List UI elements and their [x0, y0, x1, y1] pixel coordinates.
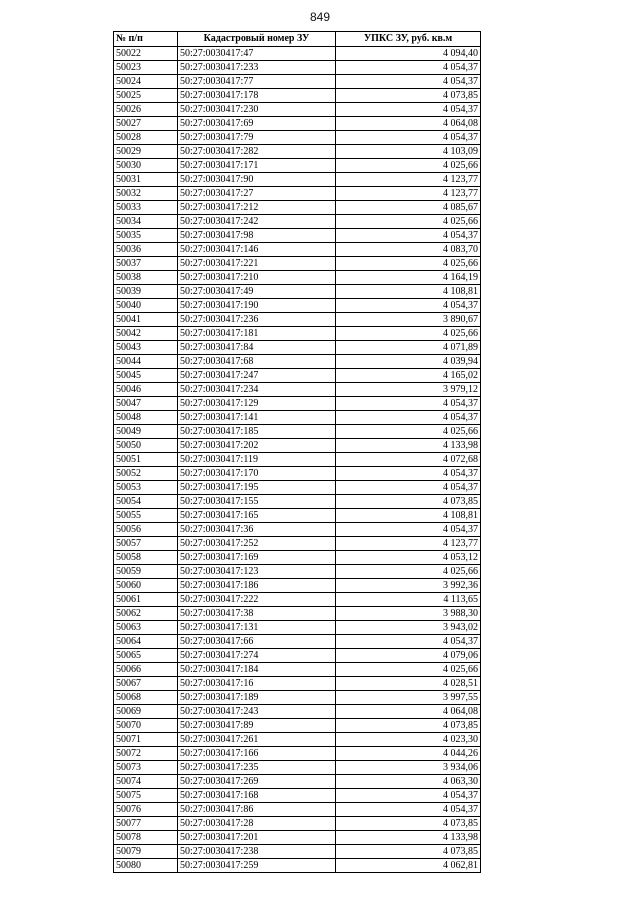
row-index: 50069 [114, 705, 178, 719]
row-price: 4 123,77 [336, 537, 481, 551]
table-row [114, 523, 481, 537]
row-index: 50072 [114, 747, 178, 761]
table-row [114, 831, 481, 845]
row-index: 50045 [114, 369, 178, 383]
row-cadastral-number: 50:27:0030417:68 [178, 355, 336, 369]
table-row [114, 467, 481, 481]
table-row [114, 579, 481, 593]
row-cadastral-number: 50:27:0030417:86 [178, 803, 336, 817]
table-row [114, 187, 481, 201]
header-index: № п/п [114, 32, 178, 47]
row-price: 4 064,08 [336, 117, 481, 131]
table-row [114, 607, 481, 621]
table-row [114, 509, 481, 523]
row-price: 3 934,06 [336, 761, 481, 775]
row-price: 4 123,77 [336, 187, 481, 201]
table-row [114, 537, 481, 551]
row-cadastral-number: 50:27:0030417:141 [178, 411, 336, 425]
row-index: 50071 [114, 733, 178, 747]
row-cadastral-number: 50:27:0030417:98 [178, 229, 336, 243]
table-row [114, 565, 481, 579]
row-cadastral-number: 50:27:0030417:185 [178, 425, 336, 439]
row-index: 50077 [114, 817, 178, 831]
table-row [114, 859, 481, 873]
table-row [114, 663, 481, 677]
row-price: 3 943,02 [336, 621, 481, 635]
row-cadastral-number: 50:27:0030417:259 [178, 859, 336, 873]
row-cadastral-number: 50:27:0030417:129 [178, 397, 336, 411]
table-row [114, 817, 481, 831]
row-cadastral-number: 50:27:0030417:181 [178, 327, 336, 341]
row-price: 4 062,81 [336, 859, 481, 873]
row-cadastral-number: 50:27:0030417:212 [178, 201, 336, 215]
table-row [114, 593, 481, 607]
table-row [114, 551, 481, 565]
row-cadastral-number: 50:27:0030417:131 [178, 621, 336, 635]
row-index: 50058 [114, 551, 178, 565]
table-row [114, 341, 481, 355]
table-row [114, 75, 481, 89]
table-row [114, 411, 481, 425]
row-index: 50031 [114, 173, 178, 187]
table-row [114, 229, 481, 243]
row-cadastral-number: 50:27:0030417:269 [178, 775, 336, 789]
row-index: 50046 [114, 383, 178, 397]
table-row [114, 117, 481, 131]
row-cadastral-number: 50:27:0030417:77 [178, 75, 336, 89]
row-cadastral-number: 50:27:0030417:195 [178, 481, 336, 495]
row-price: 4 079,06 [336, 649, 481, 663]
row-cadastral-number: 50:27:0030417:47 [178, 47, 336, 61]
table-row [114, 103, 481, 117]
header-row [114, 32, 481, 47]
row-index: 50066 [114, 663, 178, 677]
row-price: 4 054,37 [336, 467, 481, 481]
row-index: 50032 [114, 187, 178, 201]
row-index: 50067 [114, 677, 178, 691]
page-number: 849 [309, 10, 331, 24]
row-cadastral-number: 50:27:0030417:168 [178, 789, 336, 803]
row-index: 50073 [114, 761, 178, 775]
row-price: 4 063,30 [336, 775, 481, 789]
row-cadastral-number: 50:27:0030417:89 [178, 719, 336, 733]
row-price: 4 073,85 [336, 845, 481, 859]
row-cadastral-number: 50:27:0030417:79 [178, 131, 336, 145]
header-cadastral-number: Кадастровый номер ЗУ [178, 32, 336, 47]
row-index: 50063 [114, 621, 178, 635]
row-index: 50070 [114, 719, 178, 733]
row-index: 50056 [114, 523, 178, 537]
row-index: 50053 [114, 481, 178, 495]
row-price: 4 054,37 [336, 803, 481, 817]
row-index: 50042 [114, 327, 178, 341]
row-cadastral-number: 50:27:0030417:169 [178, 551, 336, 565]
table-row [114, 145, 481, 159]
header-price: УПКС ЗУ, руб. кв.м [336, 32, 481, 47]
row-cadastral-number: 50:27:0030417:155 [178, 495, 336, 509]
table-row [114, 425, 481, 439]
row-cadastral-number: 50:27:0030417:84 [178, 341, 336, 355]
table-row [114, 173, 481, 187]
row-price: 4 054,37 [336, 411, 481, 425]
row-cadastral-number: 50:27:0030417:230 [178, 103, 336, 117]
row-cadastral-number: 50:27:0030417:247 [178, 369, 336, 383]
row-index: 50025 [114, 89, 178, 103]
row-price: 3 992,36 [336, 579, 481, 593]
table-row [114, 215, 481, 229]
row-index: 50062 [114, 607, 178, 621]
row-price: 4 044,26 [336, 747, 481, 761]
table-row [114, 719, 481, 733]
row-index: 50023 [114, 61, 178, 75]
row-cadastral-number: 50:27:0030417:238 [178, 845, 336, 859]
row-price: 4 113,65 [336, 593, 481, 607]
table-row [114, 159, 481, 173]
table-row [114, 789, 481, 803]
row-price: 4 054,37 [336, 397, 481, 411]
row-price: 4 025,66 [336, 257, 481, 271]
row-index: 50022 [114, 47, 178, 61]
row-price: 4 073,85 [336, 719, 481, 733]
row-price: 4 039,94 [336, 355, 481, 369]
row-cadastral-number: 50:27:0030417:170 [178, 467, 336, 481]
row-price: 4 054,37 [336, 789, 481, 803]
row-price: 4 054,37 [336, 131, 481, 145]
row-price: 4 054,37 [336, 75, 481, 89]
row-cadastral-number: 50:27:0030417:90 [178, 173, 336, 187]
row-cadastral-number: 50:27:0030417:252 [178, 537, 336, 551]
row-index: 50064 [114, 635, 178, 649]
row-index: 50048 [114, 411, 178, 425]
row-cadastral-number: 50:27:0030417:119 [178, 453, 336, 467]
row-index: 50061 [114, 593, 178, 607]
table-row [114, 635, 481, 649]
row-price: 4 054,37 [336, 61, 481, 75]
table-header [114, 32, 481, 47]
row-index: 50052 [114, 467, 178, 481]
table-row [114, 201, 481, 215]
row-price: 4 072,68 [336, 453, 481, 467]
table-row [114, 481, 481, 495]
row-price: 4 164,19 [336, 271, 481, 285]
table-row [114, 691, 481, 705]
row-cadastral-number: 50:27:0030417:201 [178, 831, 336, 845]
row-index: 50047 [114, 397, 178, 411]
row-price: 4 073,85 [336, 495, 481, 509]
row-price: 4 054,37 [336, 299, 481, 313]
row-cadastral-number: 50:27:0030417:27 [178, 187, 336, 201]
row-price: 4 053,12 [336, 551, 481, 565]
table-row [114, 775, 481, 789]
row-cadastral-number: 50:27:0030417:49 [178, 285, 336, 299]
row-cadastral-number: 50:27:0030417:69 [178, 117, 336, 131]
row-index: 50037 [114, 257, 178, 271]
table-row [114, 495, 481, 509]
row-price: 4 025,66 [336, 425, 481, 439]
row-price: 4 133,98 [336, 831, 481, 845]
row-price: 4 133,98 [336, 439, 481, 453]
row-index: 50075 [114, 789, 178, 803]
table-row [114, 299, 481, 313]
row-index: 50024 [114, 75, 178, 89]
row-cadastral-number: 50:27:0030417:222 [178, 593, 336, 607]
row-index: 50060 [114, 579, 178, 593]
row-price: 4 054,37 [336, 229, 481, 243]
row-cadastral-number: 50:27:0030417:38 [178, 607, 336, 621]
table-row [114, 705, 481, 719]
cadastral-table [113, 31, 481, 873]
row-cadastral-number: 50:27:0030417:190 [178, 299, 336, 313]
row-price: 4 085,67 [336, 201, 481, 215]
row-cadastral-number: 50:27:0030417:243 [178, 705, 336, 719]
row-price: 4 165,02 [336, 369, 481, 383]
row-cadastral-number: 50:27:0030417:202 [178, 439, 336, 453]
row-index: 50068 [114, 691, 178, 705]
row-price: 4 028,51 [336, 677, 481, 691]
row-price: 4 054,37 [336, 103, 481, 117]
row-price: 3 890,67 [336, 313, 481, 327]
row-index: 50034 [114, 215, 178, 229]
row-price: 3 979,12 [336, 383, 481, 397]
row-cadastral-number: 50:27:0030417:186 [178, 579, 336, 593]
row-index: 50080 [114, 859, 178, 873]
row-cadastral-number: 50:27:0030417:165 [178, 509, 336, 523]
row-index: 50078 [114, 831, 178, 845]
table-row [114, 439, 481, 453]
row-cadastral-number: 50:27:0030417:36 [178, 523, 336, 537]
row-cadastral-number: 50:27:0030417:189 [178, 691, 336, 705]
row-cadastral-number: 50:27:0030417:166 [178, 747, 336, 761]
row-index: 50050 [114, 439, 178, 453]
row-price: 4 025,66 [336, 663, 481, 677]
table-row [114, 733, 481, 747]
row-price: 4 054,37 [336, 635, 481, 649]
row-price: 4 108,81 [336, 285, 481, 299]
row-index: 50033 [114, 201, 178, 215]
table-row [114, 243, 481, 257]
table-row [114, 649, 481, 663]
table-body [114, 47, 481, 873]
row-price: 4 094,40 [336, 47, 481, 61]
row-index: 50044 [114, 355, 178, 369]
table-row [114, 453, 481, 467]
table-row [114, 621, 481, 635]
table-row [114, 313, 481, 327]
row-cadastral-number: 50:27:0030417:236 [178, 313, 336, 327]
row-price: 4 108,81 [336, 509, 481, 523]
row-price: 4 123,77 [336, 173, 481, 187]
row-index: 50039 [114, 285, 178, 299]
row-cadastral-number: 50:27:0030417:221 [178, 257, 336, 271]
table-row [114, 89, 481, 103]
table-row [114, 383, 481, 397]
table-row [114, 355, 481, 369]
row-index: 50051 [114, 453, 178, 467]
row-cadastral-number: 50:27:0030417:210 [178, 271, 336, 285]
row-price: 4 025,66 [336, 159, 481, 173]
table-row [114, 285, 481, 299]
row-price: 4 071,89 [336, 341, 481, 355]
row-index: 50054 [114, 495, 178, 509]
row-index: 50028 [114, 131, 178, 145]
row-cadastral-number: 50:27:0030417:261 [178, 733, 336, 747]
row-index: 50036 [114, 243, 178, 257]
row-cadastral-number: 50:27:0030417:234 [178, 383, 336, 397]
table-row [114, 131, 481, 145]
table-row [114, 257, 481, 271]
row-cadastral-number: 50:27:0030417:242 [178, 215, 336, 229]
table-row [114, 747, 481, 761]
table-row [114, 397, 481, 411]
row-price: 4 023,30 [336, 733, 481, 747]
row-index: 50041 [114, 313, 178, 327]
row-index: 50026 [114, 103, 178, 117]
row-index: 50055 [114, 509, 178, 523]
row-price: 4 073,85 [336, 817, 481, 831]
row-index: 50038 [114, 271, 178, 285]
table-row [114, 677, 481, 691]
row-index: 50059 [114, 565, 178, 579]
row-price: 3 988,30 [336, 607, 481, 621]
row-cadastral-number: 50:27:0030417:123 [178, 565, 336, 579]
row-price: 4 025,66 [336, 327, 481, 341]
row-index: 50030 [114, 159, 178, 173]
row-index: 50029 [114, 145, 178, 159]
table-row [114, 369, 481, 383]
table-row [114, 327, 481, 341]
row-price: 4 083,70 [336, 243, 481, 257]
row-cadastral-number: 50:27:0030417:282 [178, 145, 336, 159]
row-price: 4 054,37 [336, 481, 481, 495]
row-price: 4 064,08 [336, 705, 481, 719]
table-row [114, 61, 481, 75]
table-row [114, 271, 481, 285]
row-cadastral-number: 50:27:0030417:28 [178, 817, 336, 831]
row-price: 4 025,66 [336, 215, 481, 229]
row-index: 50079 [114, 845, 178, 859]
table-row [114, 47, 481, 61]
row-index: 50076 [114, 803, 178, 817]
row-price: 3 997,55 [336, 691, 481, 705]
row-cadastral-number: 50:27:0030417:184 [178, 663, 336, 677]
row-index: 50057 [114, 537, 178, 551]
row-cadastral-number: 50:27:0030417:16 [178, 677, 336, 691]
row-price: 4 054,37 [336, 523, 481, 537]
row-cadastral-number: 50:27:0030417:171 [178, 159, 336, 173]
row-index: 50035 [114, 229, 178, 243]
row-index: 50074 [114, 775, 178, 789]
row-price: 4 073,85 [336, 89, 481, 103]
row-index: 50043 [114, 341, 178, 355]
table-row [114, 803, 481, 817]
row-index: 50040 [114, 299, 178, 313]
row-cadastral-number: 50:27:0030417:235 [178, 761, 336, 775]
table-row [114, 845, 481, 859]
row-cadastral-number: 50:27:0030417:178 [178, 89, 336, 103]
row-price: 4 103,09 [336, 145, 481, 159]
row-index: 50027 [114, 117, 178, 131]
row-index: 50065 [114, 649, 178, 663]
row-cadastral-number: 50:27:0030417:233 [178, 61, 336, 75]
table-row [114, 761, 481, 775]
row-price: 4 025,66 [336, 565, 481, 579]
row-index: 50049 [114, 425, 178, 439]
row-cadastral-number: 50:27:0030417:274 [178, 649, 336, 663]
row-cadastral-number: 50:27:0030417:146 [178, 243, 336, 257]
row-cadastral-number: 50:27:0030417:66 [178, 635, 336, 649]
